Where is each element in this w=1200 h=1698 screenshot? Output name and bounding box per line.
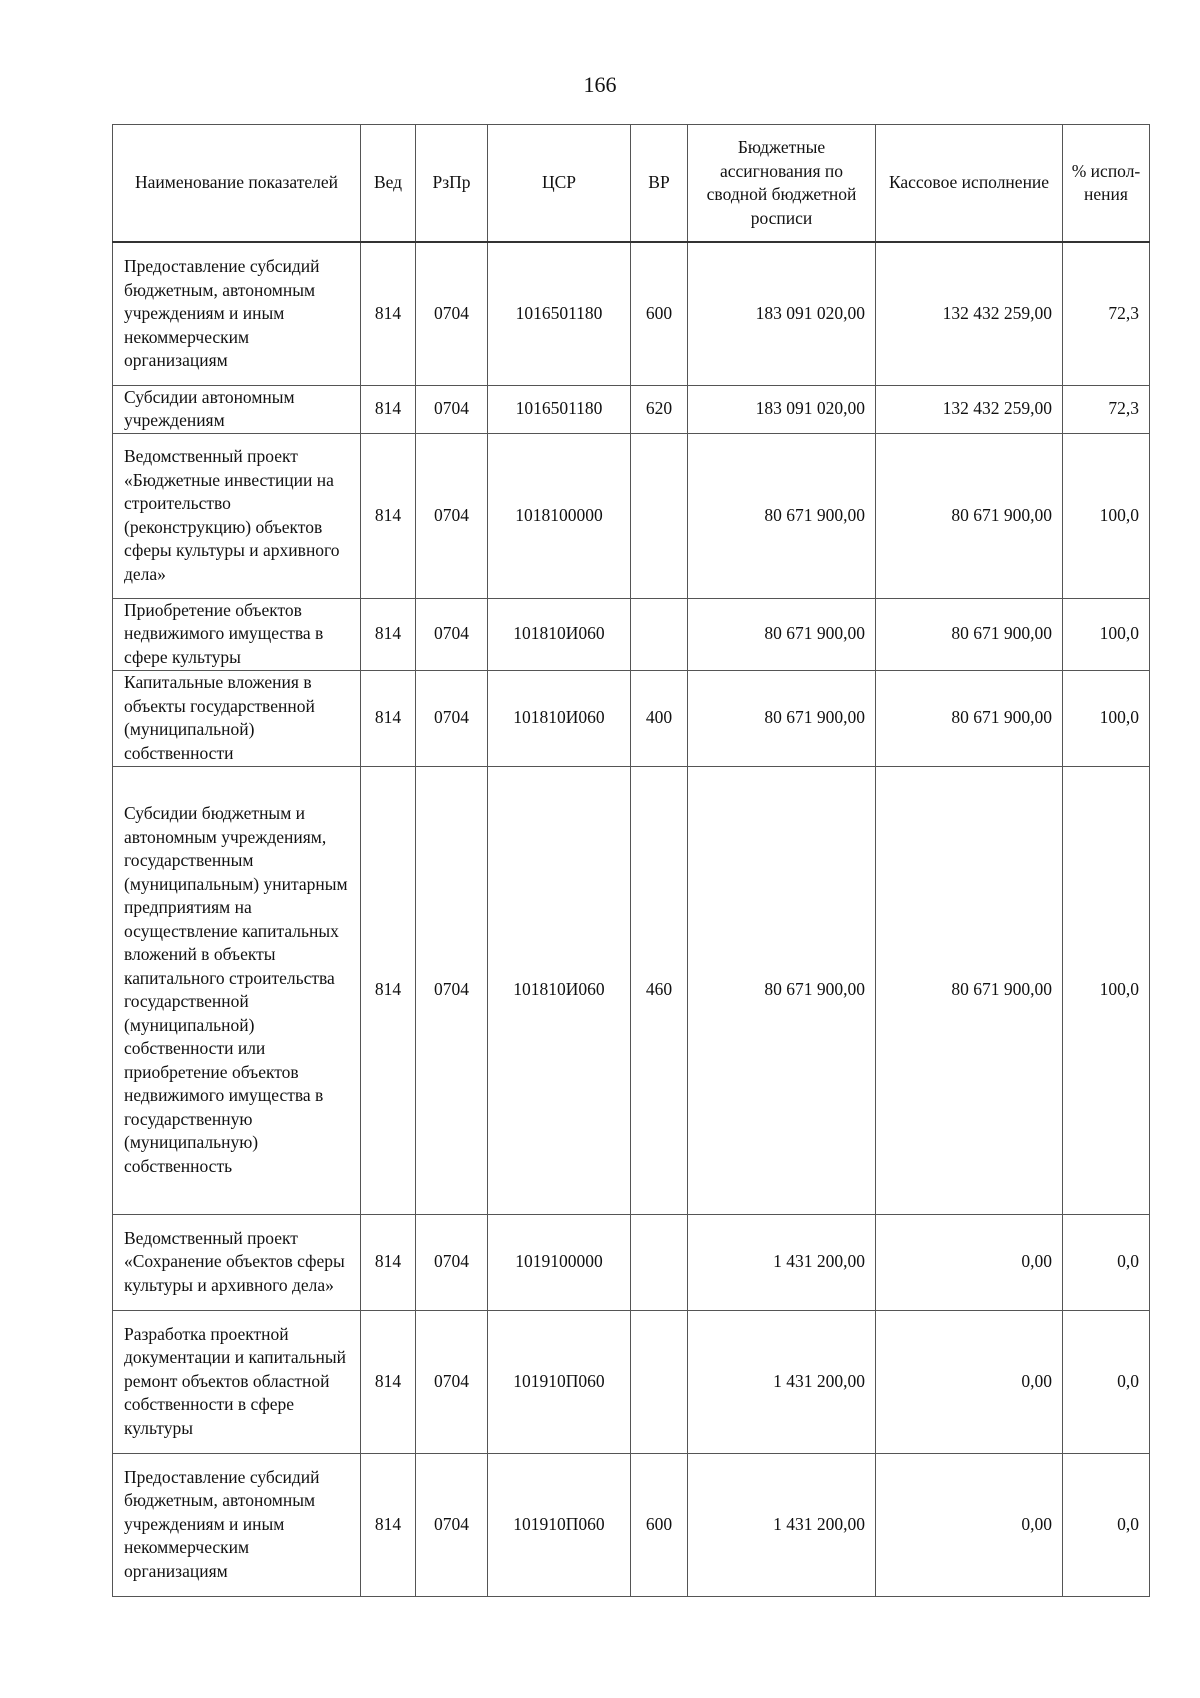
table-row: [113, 385, 1150, 433]
cell-name: Ведомственный проект «Сохранение объектов сферы культуры и архивного дела»: [113, 1214, 361, 1310]
cell-executed: 132 432 259,00: [876, 385, 1063, 433]
header-assigned: Бюджетные ассигнования по сводной бюджетной росписи: [688, 125, 876, 243]
header-percent: % испол-нения: [1063, 125, 1150, 243]
cell-ved: 814: [361, 1453, 416, 1596]
table-row: [113, 242, 1150, 385]
table-row: [113, 766, 1150, 1214]
cell-name: Приобретение объектов недвижимого имущества в сфере культуры: [113, 598, 361, 670]
cell-percent: 100,0: [1063, 598, 1150, 670]
cell-executed: 132 432 259,00: [876, 242, 1063, 385]
cell-vr: [631, 1214, 688, 1310]
table-row: [113, 1453, 1150, 1596]
header-name: Наименование показателей: [113, 125, 361, 243]
cell-executed: 80 671 900,00: [876, 598, 1063, 670]
cell-csr: 101810И060: [488, 766, 631, 1214]
cell-assigned: 80 671 900,00: [688, 766, 876, 1214]
cell-ved: 814: [361, 766, 416, 1214]
cell-percent: 0,0: [1063, 1310, 1150, 1453]
cell-csr: 101910П060: [488, 1453, 631, 1596]
header-row: [113, 125, 1150, 243]
cell-assigned: 80 671 900,00: [688, 598, 876, 670]
cell-name: Предоставление субсидий бюджетным, автономным учреждениям и иным некоммерческим организациям: [113, 1453, 361, 1596]
cell-executed: 80 671 900,00: [876, 670, 1063, 766]
cell-vr: 600: [631, 242, 688, 385]
table-row: [113, 598, 1150, 670]
cell-csr: 1019100000: [488, 1214, 631, 1310]
header-rzpr: РзПр: [416, 125, 488, 243]
header-ved: Вед: [361, 125, 416, 243]
cell-assigned: 80 671 900,00: [688, 670, 876, 766]
budget-table: [112, 124, 1150, 1597]
cell-rzpr: 0704: [416, 766, 488, 1214]
cell-ved: 814: [361, 1214, 416, 1310]
cell-vr: [631, 433, 688, 598]
cell-rzpr: 0704: [416, 1214, 488, 1310]
cell-csr: 1016501180: [488, 385, 631, 433]
cell-rzpr: 0704: [416, 670, 488, 766]
cell-ved: 814: [361, 433, 416, 598]
cell-ved: 814: [361, 242, 416, 385]
cell-percent: 72,3: [1063, 242, 1150, 385]
page-number: 166: [583, 72, 617, 97]
cell-rzpr: 0704: [416, 242, 488, 385]
cell-name: Предоставление субсидий бюджетным, автономным учреждениям и иным некоммерческим организациям: [113, 242, 361, 385]
cell-rzpr: 0704: [416, 598, 488, 670]
cell-name: Ведомственный проект «Бюджетные инвестиции на строительство (реконструкцию) объектов сферы культуры и архивного дела»: [113, 433, 361, 598]
cell-percent: 100,0: [1063, 433, 1150, 598]
cell-assigned: 1 431 200,00: [688, 1214, 876, 1310]
cell-percent: 100,0: [1063, 766, 1150, 1214]
cell-executed: 80 671 900,00: [876, 433, 1063, 598]
table-body: [113, 242, 1150, 1596]
cell-vr: [631, 1310, 688, 1453]
header-vr: ВР: [631, 125, 688, 243]
header-csr: ЦСР: [488, 125, 631, 243]
cell-percent: 72,3: [1063, 385, 1150, 433]
cell-rzpr: 0704: [416, 1453, 488, 1596]
cell-vr: 600: [631, 1453, 688, 1596]
cell-rzpr: 0704: [416, 433, 488, 598]
cell-vr: 620: [631, 385, 688, 433]
cell-vr: [631, 598, 688, 670]
header-executed: Кассовое исполнение: [876, 125, 1063, 243]
table-row: [113, 670, 1150, 766]
cell-name: Субсидии автономным учреждениям: [113, 385, 361, 433]
cell-csr: 101810И060: [488, 598, 631, 670]
cell-vr: 460: [631, 766, 688, 1214]
cell-ved: 814: [361, 385, 416, 433]
cell-ved: 814: [361, 670, 416, 766]
cell-executed: 0,00: [876, 1453, 1063, 1596]
cell-csr: 101910П060: [488, 1310, 631, 1453]
cell-percent: 0,0: [1063, 1453, 1150, 1596]
cell-assigned: 183 091 020,00: [688, 242, 876, 385]
cell-assigned: 80 671 900,00: [688, 433, 876, 598]
table-header: [113, 125, 1150, 243]
cell-executed: 0,00: [876, 1214, 1063, 1310]
table-row: [113, 1310, 1150, 1453]
cell-rzpr: 0704: [416, 1310, 488, 1453]
table-row: [113, 433, 1150, 598]
cell-name: Капитальные вложения в объекты государственной (муниципальной) собственности: [113, 670, 361, 766]
cell-rzpr: 0704: [416, 385, 488, 433]
cell-csr: 1016501180: [488, 242, 631, 385]
cell-executed: 80 671 900,00: [876, 766, 1063, 1214]
cell-assigned: 183 091 020,00: [688, 385, 876, 433]
cell-executed: 0,00: [876, 1310, 1063, 1453]
cell-ved: 814: [361, 598, 416, 670]
cell-name: Субсидии бюджетным и автономным учреждениям, государственным (муниципальным) унитарным предприятиям на осуществление капитальных вложений в объекты капитального строительства государственной (муниципальной) собственности или приобретение объектов недвижимого имущества в государственную (муниципальную) собственность: [113, 766, 361, 1214]
cell-csr: 101810И060: [488, 670, 631, 766]
cell-csr: 1018100000: [488, 433, 631, 598]
cell-percent: 100,0: [1063, 670, 1150, 766]
cell-ved: 814: [361, 1310, 416, 1453]
cell-vr: 400: [631, 670, 688, 766]
cell-assigned: 1 431 200,00: [688, 1453, 876, 1596]
cell-name: Разработка проектной документации и капитальный ремонт объектов областной собственности в сфере культуры: [113, 1310, 361, 1453]
cell-percent: 0,0: [1063, 1214, 1150, 1310]
table-row: [113, 1214, 1150, 1310]
cell-assigned: 1 431 200,00: [688, 1310, 876, 1453]
